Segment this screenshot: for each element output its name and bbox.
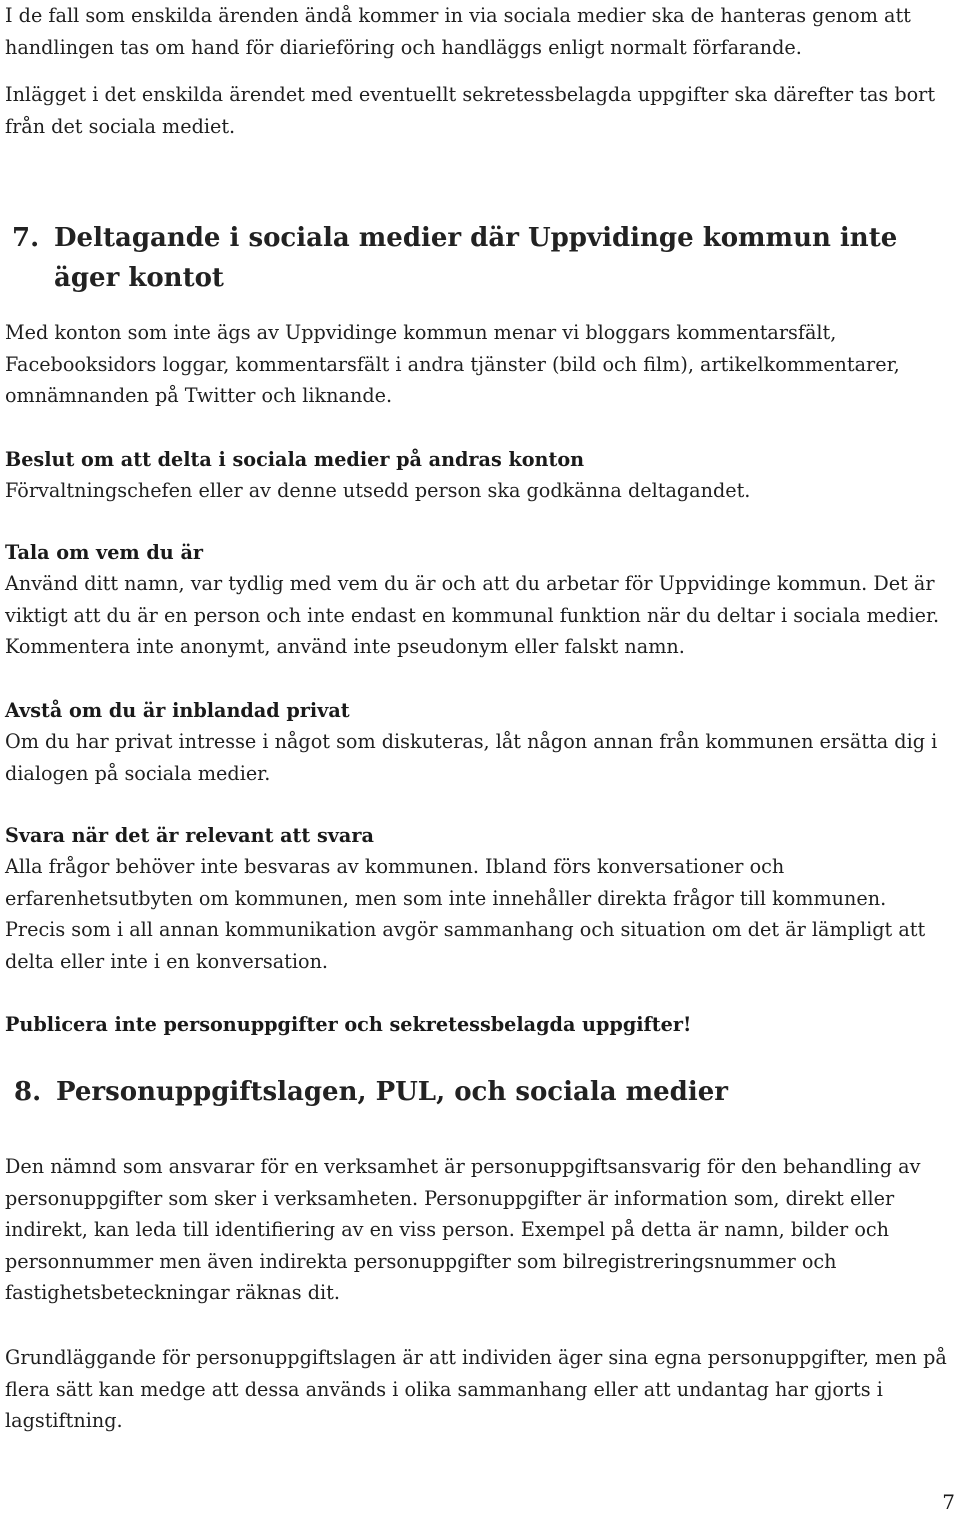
paragraph-identify: Använd ditt namn, var tydlig med vem du är och att du arbetar för Uppvidinge kommun. Det är viktigt att du är en person och inte endast en kommunal funktion när du deltar i sociala medier. Kommentera inte anonymt, använd inte pseudonym eller falskt namn. xyxy=(5,572,940,658)
subheading-abstain: Avstå om du är inblandad privat xyxy=(5,699,350,722)
section-7-number: 7. xyxy=(12,223,40,253)
subheading-identify: Tala om vem du är xyxy=(5,541,203,564)
paragraph-abstain: Om du har privat intresse i något som diskuteras, låt någon annan från kommunen ersätta dig i dialogen på sociala medier. xyxy=(5,730,938,785)
section-8-paragraph-1: Den nämnd som ansvarar för en verksamhet är personuppgiftsansvarig för den behandling av personuppgifter som sker i verksamheten. Personuppgifter är information som, direkt eller indirekt, kan leda till identifiering av en viss person. Exempel på detta är namn, bilder och personnummer men även indirekta personuppgifter som bilregistreringsnummer och fastighetsbeteckningar räknas dit. xyxy=(5,1155,921,1304)
section-7-heading xyxy=(12,218,942,300)
section-7-intro: Med konton som inte ägs av Uppvidinge kommun menar vi bloggars kommentarsfält, Facebooksidors loggar, kommentarsfält i andra tjänster (bild och film), artikelkommentarer, omnämnanden på Twitter och liknande. xyxy=(5,321,900,407)
intro-paragraph-1: I de fall som enskilda ärenden ändå kommer in via sociala medier ska de hanteras genom att handlingen tas om hand för diarieföring och handläggs enligt normalt förfarande. xyxy=(5,4,911,59)
section-8-heading xyxy=(14,1072,944,1114)
subheading-decision: Beslut om att delta i sociala medier på andras konton xyxy=(5,448,585,471)
section-8-title: Personuppgiftslagen, PUL, och sociala medier xyxy=(56,1077,728,1107)
page-number: 7 xyxy=(942,1490,955,1514)
section-8-number: 8. xyxy=(14,1077,42,1107)
paragraph-respond: Alla frågor behöver inte besvaras av kommunen. Ibland förs konversationer och erfarenhetsutbyten om kommunen, men som inte innehåller direkta frågor till kommunen. Precis som i all annan kommunikation avgör sammanhang och situation om det är lämpligt att delta eller inte i en konversation. xyxy=(5,855,926,973)
intro-paragraph-2: Inlägget i det enskilda ärendet med eventuellt sekretessbelagda uppgifter ska därefter tas bort från det sociala mediet. xyxy=(5,83,936,138)
section-8-paragraph-2: Grundläggande för personuppgiftslagen är att individen äger sina egna personuppgifter, men på flera sätt kan medge att dessa används i olika sammanhang eller att undantag har gjorts i lagstiftning. xyxy=(5,1346,947,1432)
section-7-title: Deltagande i sociala medier där Uppvidinge kommun inte äger kontot xyxy=(54,223,898,293)
subheading-no-personal-data: Publicera inte personuppgifter och sekretessbelagda uppgifter! xyxy=(5,1013,692,1036)
subheading-respond: Svara när det är relevant att svara xyxy=(5,824,374,847)
paragraph-decision: Förvaltningschefen eller av denne utsedd person ska godkänna deltagandet. xyxy=(5,479,751,502)
